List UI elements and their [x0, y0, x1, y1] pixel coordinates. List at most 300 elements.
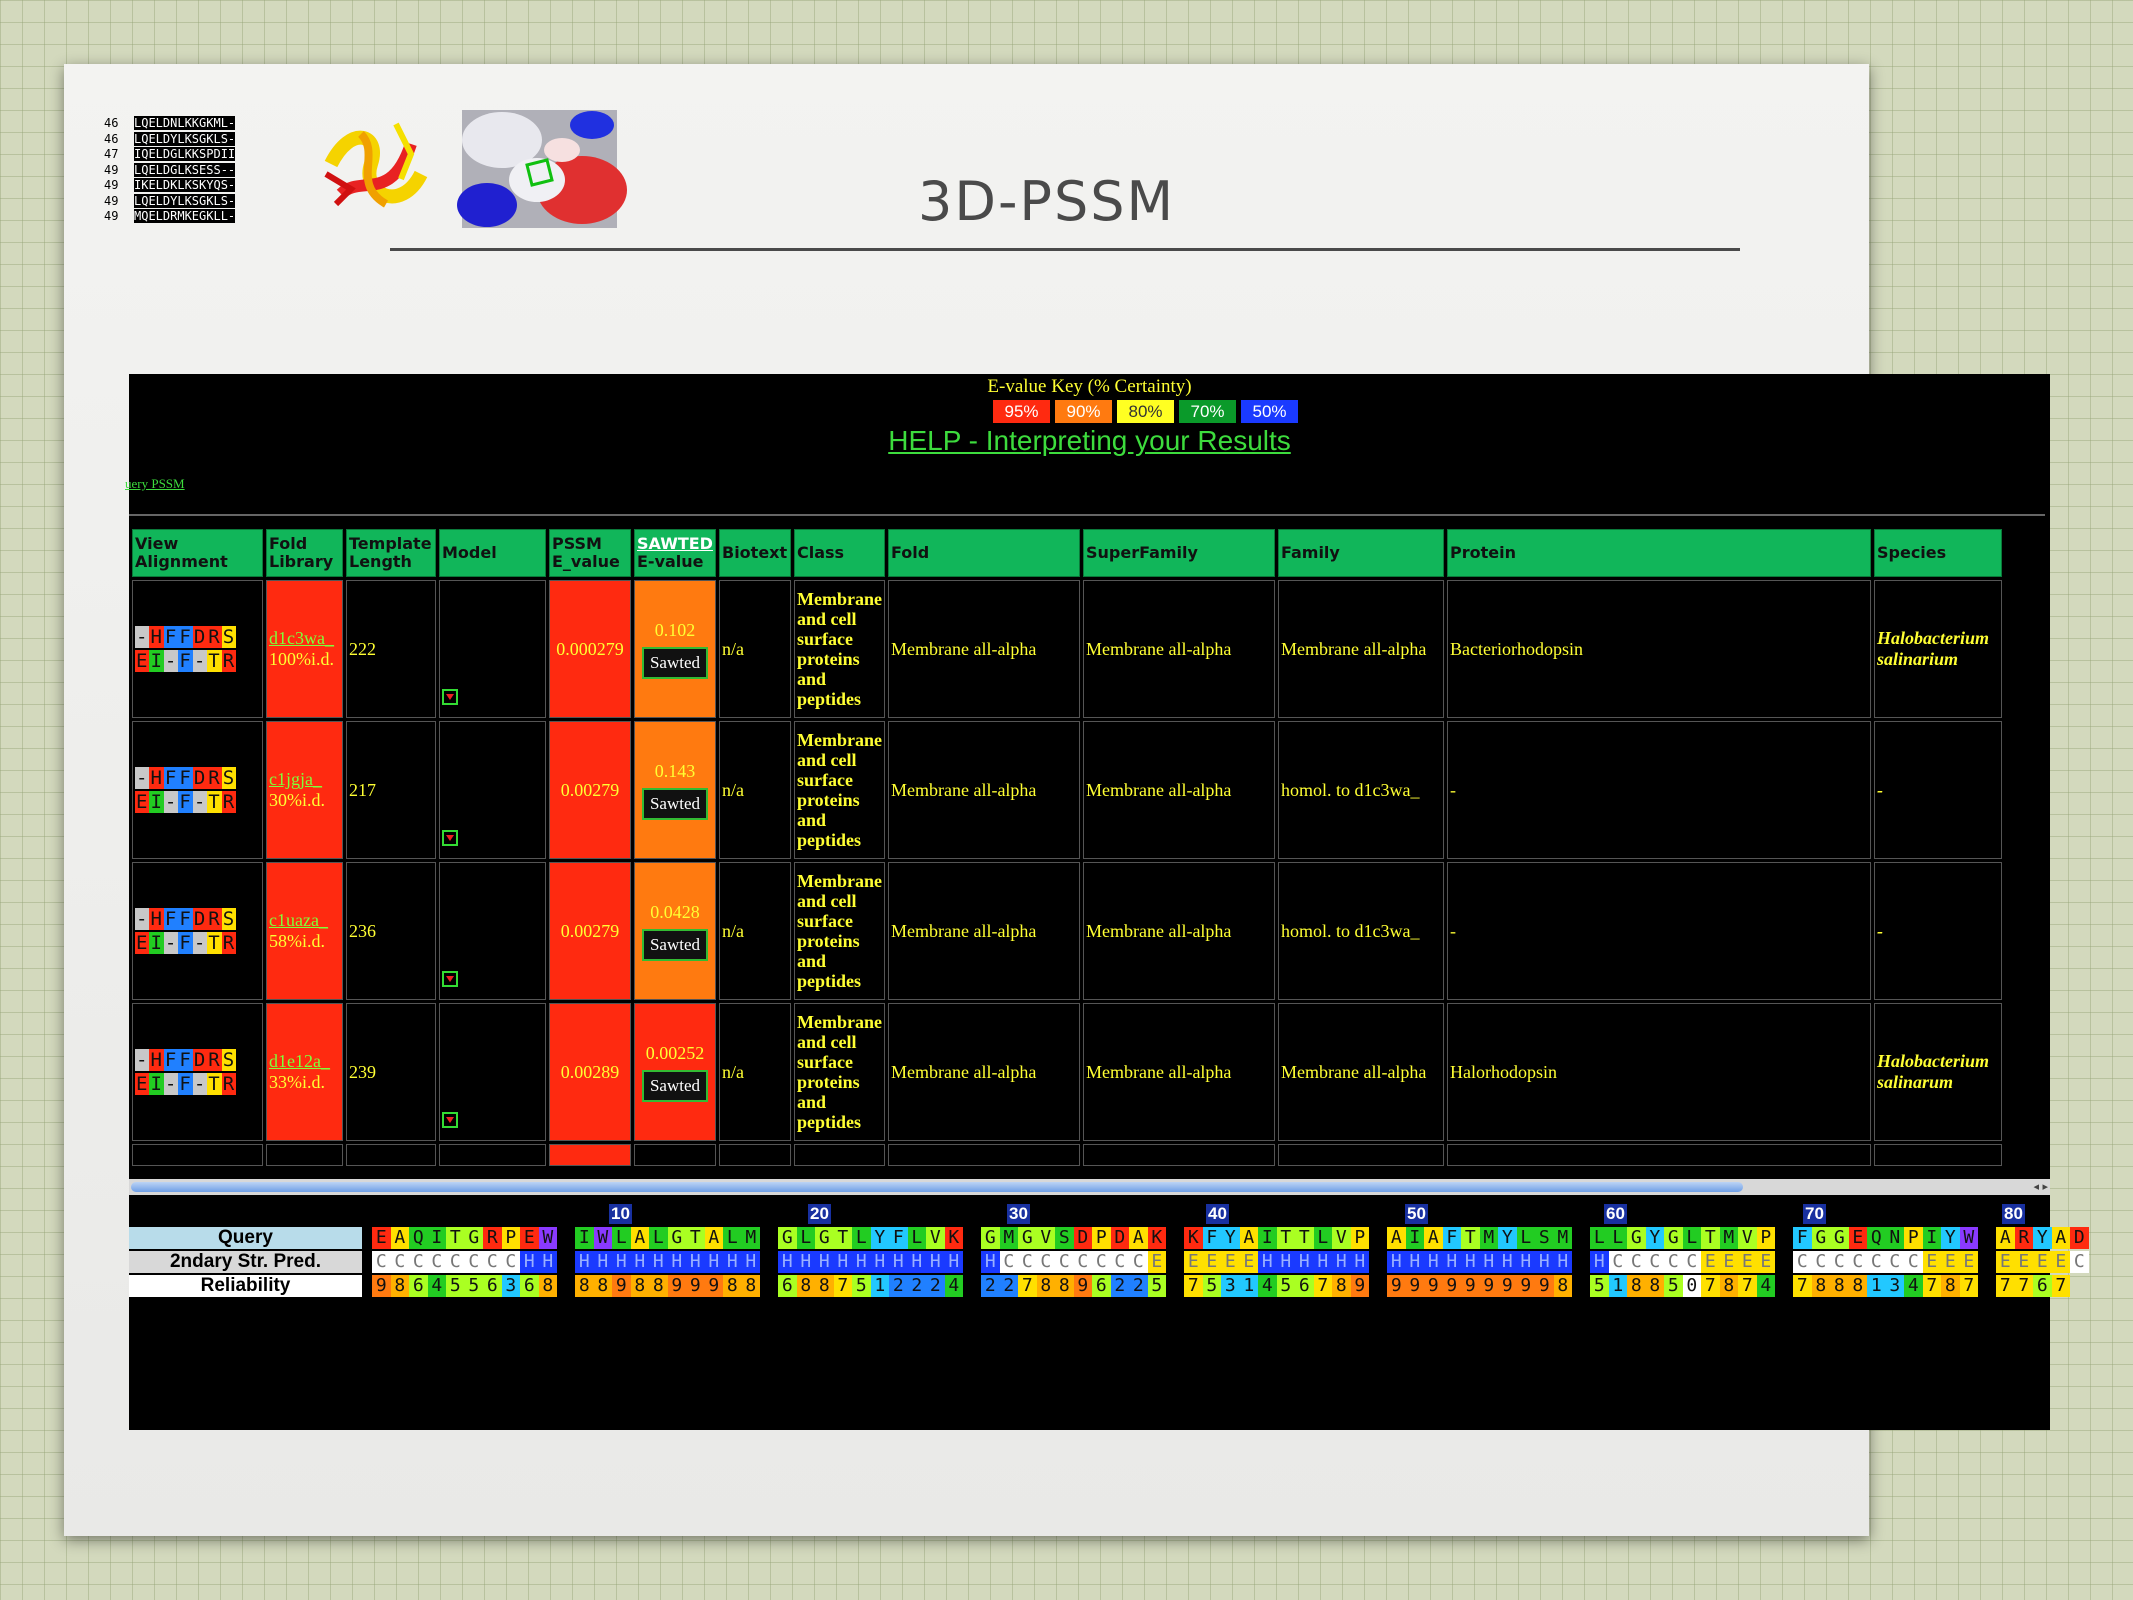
partial-cell — [1278, 1144, 1444, 1166]
residue: I — [1923, 1227, 1942, 1249]
residue: 6 — [409, 1275, 428, 1297]
alignment-snippet[interactable]: - H F F D R S E I - F - T R — [136, 626, 236, 672]
model-download-icon[interactable] — [442, 689, 458, 705]
residue: 9 — [1517, 1275, 1536, 1297]
residue: Y — [1221, 1227, 1240, 1249]
partial-cell — [439, 1144, 546, 1166]
residue: 5 — [1277, 1275, 1296, 1297]
fold-library-link[interactable]: d1c3wa_ — [269, 628, 334, 648]
residue: 4 — [1757, 1275, 1776, 1297]
model-cell — [439, 721, 546, 859]
residue: G — [1018, 1227, 1037, 1249]
residue: 8 — [797, 1275, 816, 1297]
residue: Y — [1941, 1227, 1960, 1249]
sequence-group — [1184, 1227, 1369, 1249]
residue: 9 — [668, 1275, 687, 1297]
residue: P — [1092, 1227, 1111, 1249]
residue: 8 — [391, 1275, 410, 1297]
residue: C — [446, 1251, 465, 1273]
residue: L — [1314, 1227, 1333, 1249]
species-cell: Halobacterium salinarium — [1874, 580, 2002, 718]
residue: E — [1240, 1251, 1259, 1273]
residue: 2 — [981, 1275, 1000, 1297]
sequence-group — [1184, 1251, 1369, 1273]
residue: 1 — [871, 1275, 890, 1297]
scroll-arrows-icon[interactable]: ◂ ▸ — [2033, 1180, 2048, 1193]
fold-library-cell — [266, 580, 343, 718]
residue: 5 — [1664, 1275, 1683, 1297]
residue: 7 — [1701, 1275, 1720, 1297]
residue: Y — [1646, 1227, 1665, 1249]
sawted-evalue-cell — [634, 862, 716, 1000]
residue: M — [1720, 1227, 1739, 1249]
residue: M — [1000, 1227, 1019, 1249]
col-class: Class — [794, 529, 885, 577]
protein-ribbon-image — [311, 104, 441, 234]
residue: 2 — [1000, 1275, 1019, 1297]
residue: A — [1240, 1227, 1259, 1249]
view-alignment-cell[interactable] — [132, 580, 263, 718]
residue: C — [1904, 1251, 1923, 1273]
residue: L — [1590, 1227, 1609, 1249]
residue: H — [1258, 1251, 1277, 1273]
residue: H — [981, 1251, 1000, 1273]
sawted-evalue-cell — [634, 1003, 716, 1141]
residue: E — [1996, 1251, 2015, 1273]
scrollbar-thumb[interactable] — [131, 1182, 1743, 1192]
residue: E — [1701, 1251, 1720, 1273]
residue: G — [778, 1227, 797, 1249]
col-pssm-evalue: PSSM E_value — [549, 529, 631, 577]
residue: 9 — [705, 1275, 724, 1297]
partial-cell — [549, 1144, 631, 1166]
protein-cell: Halorhodopsin — [1447, 1003, 1871, 1141]
residue: R — [2015, 1227, 2034, 1249]
residue: 3 — [1886, 1275, 1905, 1297]
sequence-group — [372, 1251, 557, 1273]
residue: L — [908, 1227, 927, 1249]
residue: H — [1535, 1251, 1554, 1273]
msa-row-sequence: LQELDGLKSESS-- — [134, 162, 236, 177]
col-fold-library: Fold Library — [266, 529, 343, 577]
view-alignment-cell[interactable] — [132, 721, 263, 859]
position-tick: 30 — [1009, 1204, 1028, 1223]
residue: 9 — [1074, 1275, 1093, 1297]
partial-cell — [1447, 1144, 1871, 1166]
residue: 8 — [1646, 1275, 1665, 1297]
residue: 4 — [1904, 1275, 1923, 1297]
residue: V — [926, 1227, 945, 1249]
sawted-evalue: 0.143 — [654, 760, 696, 781]
pred-sequence — [372, 1251, 2107, 1273]
residue: H — [1517, 1251, 1536, 1273]
sawted-button[interactable]: Sawted — [642, 1070, 708, 1102]
sequence-group — [981, 1275, 1166, 1297]
evalue-key — [993, 400, 1298, 423]
residue: 2 — [908, 1275, 927, 1297]
residue: H — [908, 1251, 927, 1273]
species-cell: Halobacterium salinarum — [1874, 1003, 2002, 1141]
sequence-group — [372, 1275, 557, 1297]
model-cell — [439, 862, 546, 1000]
residue: C — [409, 1251, 428, 1273]
sawted-evalue-label: E-value — [637, 552, 704, 571]
biotext-cell: n/a — [719, 580, 791, 718]
sequence-group — [1996, 1227, 2089, 1249]
template-length-cell: 236 — [346, 862, 436, 1000]
residue: A — [1996, 1227, 2015, 1249]
residue: E — [1184, 1251, 1203, 1273]
template-length-cell: 217 — [346, 721, 436, 859]
sequence-group — [1590, 1251, 1775, 1273]
residue: K — [1184, 1227, 1203, 1249]
msa-row — [104, 147, 235, 163]
residue: E — [372, 1227, 391, 1249]
sawted-link[interactable]: SAWTED — [637, 534, 713, 553]
residue: 7 — [1184, 1275, 1203, 1297]
residue: M — [1554, 1227, 1573, 1249]
residue: A — [1424, 1227, 1443, 1249]
residue: G — [1830, 1227, 1849, 1249]
fold-library-link[interactable]: d1e12a_ — [269, 1051, 330, 1071]
residue: 5 — [852, 1275, 871, 1297]
alignment-snippet[interactable]: - H F F D R S E I - F - T R — [136, 767, 236, 813]
residue: H — [815, 1251, 834, 1273]
evalue-key-swatch: 90% — [1055, 400, 1112, 423]
residue: L — [852, 1227, 871, 1249]
residue: C — [1812, 1251, 1831, 1273]
residue: Y — [2033, 1227, 2052, 1249]
residue: T — [834, 1227, 853, 1249]
residue: H — [1277, 1251, 1296, 1273]
residue: H — [1351, 1251, 1370, 1273]
residue: C — [1793, 1251, 1812, 1273]
residue: E — [520, 1227, 539, 1249]
divider — [129, 514, 2045, 516]
residue: F — [1203, 1227, 1222, 1249]
residue: C — [1000, 1251, 1019, 1273]
partial-cell — [132, 1144, 263, 1166]
fold-cell: Membrane all-alpha — [888, 1003, 1080, 1141]
residue: 3 — [1221, 1275, 1240, 1297]
residue: H — [1480, 1251, 1499, 1273]
residue: 4 — [428, 1275, 447, 1297]
residue: D — [2070, 1227, 2089, 1249]
help-link[interactable]: HELP - Interpreting your Results — [888, 425, 1291, 456]
residue: 2 — [1129, 1275, 1148, 1297]
position-tick: 40 — [1208, 1204, 1227, 1223]
residue: W — [1960, 1227, 1979, 1249]
residue: L — [649, 1227, 668, 1249]
residue: 8 — [594, 1275, 613, 1297]
residue: C — [1886, 1251, 1905, 1273]
identity-pct: 100%i.d. — [269, 649, 334, 669]
residue: 8 — [1055, 1275, 1074, 1297]
residue: M — [742, 1227, 761, 1249]
sequence-group — [1387, 1251, 1572, 1273]
sequence-group — [981, 1227, 1166, 1249]
residue: T — [686, 1227, 705, 1249]
identity-pct: 30%i.d. — [269, 790, 325, 810]
residue: H — [575, 1251, 594, 1273]
residue: I — [1406, 1227, 1425, 1249]
residue: 9 — [1443, 1275, 1462, 1297]
residue: N — [1886, 1227, 1905, 1249]
query-sequence — [372, 1227, 2107, 1249]
sawted-evalue-cell — [634, 721, 716, 859]
residue: 5 — [465, 1275, 484, 1297]
residue: 8 — [1332, 1275, 1351, 1297]
position-tick: 70 — [1805, 1204, 1824, 1223]
residue: H — [1332, 1251, 1351, 1273]
table-row-partial — [132, 1144, 2002, 1166]
residue: E — [1221, 1251, 1240, 1273]
evalue-key-title: E-value Key (% Certainty) — [987, 376, 1192, 397]
table-row — [132, 721, 2002, 859]
residue: 5 — [1203, 1275, 1222, 1297]
residue: 8 — [649, 1275, 668, 1297]
residue: H — [871, 1251, 890, 1273]
residue: C — [428, 1251, 447, 1273]
residue: 6 — [2033, 1275, 2052, 1297]
residue: Q — [1867, 1227, 1886, 1249]
view-alignment-cell[interactable] — [132, 862, 263, 1000]
class-cell: Membrane and cell surface proteins and peptides — [794, 580, 885, 718]
residue: T — [1295, 1227, 1314, 1249]
residue: 8 — [1812, 1275, 1831, 1297]
residue: L — [723, 1227, 742, 1249]
residue: 9 — [372, 1275, 391, 1297]
sequence-group — [981, 1251, 1166, 1273]
residue: C — [1074, 1251, 1093, 1273]
residue: S — [1535, 1227, 1554, 1249]
residue: W — [539, 1227, 558, 1249]
residue: Y — [871, 1227, 890, 1249]
alignment-snippet[interactable]: - H F F D R S E I - F - T R — [136, 1049, 236, 1095]
evalue-key-swatch: 95% — [993, 400, 1050, 423]
residue: 9 — [1461, 1275, 1480, 1297]
residue: C — [465, 1251, 484, 1273]
fold-library-cell — [266, 721, 343, 859]
residue: 1 — [1609, 1275, 1628, 1297]
query-pssm-link[interactable]: uery PSSM — [125, 476, 185, 491]
residue: 6 — [778, 1275, 797, 1297]
residue: C — [1867, 1251, 1886, 1273]
residue: P — [1904, 1227, 1923, 1249]
residue: C — [2070, 1251, 2089, 1273]
partial-cell — [346, 1144, 436, 1166]
residue: C — [1037, 1251, 1056, 1273]
residue: 9 — [1406, 1275, 1425, 1297]
residue: G — [981, 1227, 1000, 1249]
evalue-key-swatch: 50% — [1241, 400, 1298, 423]
residue: C — [1129, 1251, 1148, 1273]
class-cell: Membrane and cell surface proteins and peptides — [794, 1003, 885, 1141]
residue: C — [1092, 1251, 1111, 1273]
model-download-icon[interactable] — [442, 1112, 458, 1128]
residue: 8 — [1941, 1275, 1960, 1297]
residue: T — [1461, 1227, 1480, 1249]
position-tick: 80 — [2004, 1204, 2023, 1223]
fold-library-cell — [266, 862, 343, 1000]
msa-row — [104, 163, 235, 179]
results-table — [129, 526, 2005, 1169]
protein-cell: Bacteriorhodopsin — [1447, 580, 1871, 718]
residue: 6 — [1295, 1275, 1314, 1297]
residue: R — [483, 1227, 502, 1249]
residue: E — [2033, 1251, 2052, 1273]
sequence-group — [1793, 1227, 1978, 1249]
residue: E — [1941, 1251, 1960, 1273]
residue: H — [686, 1251, 705, 1273]
fold-library-link[interactable]: c1jgja_ — [269, 769, 322, 789]
position-tick: 20 — [810, 1204, 829, 1223]
residue: H — [520, 1251, 539, 1273]
residue: 7 — [834, 1275, 853, 1297]
residue: C — [1055, 1251, 1074, 1273]
biotext-cell: n/a — [719, 862, 791, 1000]
residue: L — [1683, 1227, 1702, 1249]
residue: H — [612, 1251, 631, 1273]
pssm-evalue-cell: 0.00279 — [549, 862, 631, 1000]
sawted-button[interactable]: Sawted — [642, 647, 708, 679]
fold-library-link[interactable]: c1uaza_ — [269, 910, 328, 930]
residue: 7 — [1996, 1275, 2015, 1297]
residue: T — [1277, 1227, 1296, 1249]
residue: 9 — [686, 1275, 705, 1297]
msa-snippet — [104, 116, 235, 225]
col-template-length: Template Length — [346, 529, 436, 577]
fold-library-cell — [266, 1003, 343, 1141]
sequence-group — [1184, 1275, 1369, 1297]
residue: H — [1554, 1251, 1573, 1273]
position-tick: 60 — [1606, 1204, 1625, 1223]
residue: 8 — [1627, 1275, 1646, 1297]
pred-label: 2ndary Str. Pred. — [129, 1251, 362, 1273]
horizontal-scrollbar[interactable] — [129, 1179, 2050, 1195]
residue: L — [612, 1227, 631, 1249]
residue: E — [1720, 1251, 1739, 1273]
residue: 7 — [1738, 1275, 1757, 1297]
residue: G — [815, 1227, 834, 1249]
sequence-group — [1793, 1275, 1978, 1297]
residue: 4 — [945, 1275, 964, 1297]
class-cell: Membrane and cell surface proteins and peptides — [794, 862, 885, 1000]
residue: E — [1148, 1251, 1167, 1273]
col-family: Family — [1278, 529, 1444, 577]
col-biotext: Biotext — [719, 529, 791, 577]
residue: 4 — [1258, 1275, 1277, 1297]
col-model: Model — [439, 529, 546, 577]
residue: H — [1295, 1251, 1314, 1273]
residue: 2 — [889, 1275, 908, 1297]
residue: 9 — [1498, 1275, 1517, 1297]
model-download-icon[interactable] — [442, 971, 458, 987]
residue: C — [1627, 1251, 1646, 1273]
col-view-alignment: View Alignment — [132, 529, 263, 577]
family-cell: homol. to d1c3wa_ — [1278, 862, 1444, 1000]
sequence-group — [1590, 1227, 1775, 1249]
superfamily-cell: Membrane all-alpha — [1083, 721, 1275, 859]
model-download-icon[interactable] — [442, 830, 458, 846]
pssm-evalue-cell: 0.000279 — [549, 580, 631, 718]
residue: T — [446, 1227, 465, 1249]
position-tick: 50 — [1407, 1204, 1426, 1223]
table-row — [132, 580, 2002, 718]
msa-row-number: 49 — [104, 178, 119, 192]
residue: P — [1351, 1227, 1370, 1249]
residue: 1 — [1867, 1275, 1886, 1297]
partial-cell — [1874, 1144, 2002, 1166]
biotext-cell: n/a — [719, 721, 791, 859]
msa-row-sequence: IQELDGLKKSPDII — [134, 147, 236, 161]
title-underline — [390, 248, 1740, 251]
residue: 7 — [1018, 1275, 1037, 1297]
residue: H — [945, 1251, 964, 1273]
residue: 9 — [1535, 1275, 1554, 1297]
col-sawted-evalue[interactable] — [634, 529, 716, 577]
residue: W — [594, 1227, 613, 1249]
residue: E — [1849, 1227, 1868, 1249]
identity-pct: 58%i.d. — [269, 931, 325, 951]
residue: A — [2052, 1227, 2071, 1249]
biotext-cell: n/a — [719, 1003, 791, 1141]
sequence-group — [778, 1227, 963, 1249]
pssm-evalue-cell: 0.00289 — [549, 1003, 631, 1141]
model-cell — [439, 580, 546, 718]
residue: E — [1757, 1251, 1776, 1273]
residue: H — [1314, 1251, 1333, 1273]
sawted-button[interactable]: Sawted — [642, 929, 708, 961]
sequence-group — [778, 1251, 963, 1273]
reliability-sequence — [372, 1275, 2088, 1297]
msa-row — [104, 178, 235, 194]
residue: E — [1923, 1251, 1942, 1273]
msa-row-sequence: LQELDYLKSGKLS- — [134, 193, 236, 208]
residue: E — [1960, 1251, 1979, 1273]
residue: D — [1074, 1227, 1093, 1249]
residue: 9 — [1387, 1275, 1406, 1297]
slide-title: 3D-PSSM — [918, 170, 1176, 233]
residue: 8 — [539, 1275, 558, 1297]
reliability-label: Reliability — [129, 1275, 362, 1297]
residue: H — [1443, 1251, 1462, 1273]
residue: 6 — [1092, 1275, 1111, 1297]
residue: 5 — [1590, 1275, 1609, 1297]
residue: H — [1498, 1251, 1517, 1273]
residue: C — [372, 1251, 391, 1273]
table-header-row — [132, 529, 2002, 577]
residue: 8 — [1037, 1275, 1056, 1297]
view-alignment-cell[interactable] — [132, 1003, 263, 1141]
partial-cell — [888, 1144, 1080, 1166]
alignment-snippet[interactable]: - H F F D R S E I - F - T R — [136, 908, 236, 954]
residue: S — [1055, 1227, 1074, 1249]
superfamily-cell: Membrane all-alpha — [1083, 1003, 1275, 1141]
model-cell — [439, 1003, 546, 1141]
residue: 5 — [1148, 1275, 1167, 1297]
residue: 8 — [1720, 1275, 1739, 1297]
residue: L — [1609, 1227, 1628, 1249]
residue: F — [1793, 1227, 1812, 1249]
sawted-evalue-cell — [634, 580, 716, 718]
query-label: Query — [129, 1227, 362, 1249]
sawted-button[interactable]: Sawted — [642, 788, 708, 820]
residue: G — [668, 1227, 687, 1249]
partial-cell — [634, 1144, 716, 1166]
residue: H — [1424, 1251, 1443, 1273]
col-species: Species — [1874, 529, 2002, 577]
